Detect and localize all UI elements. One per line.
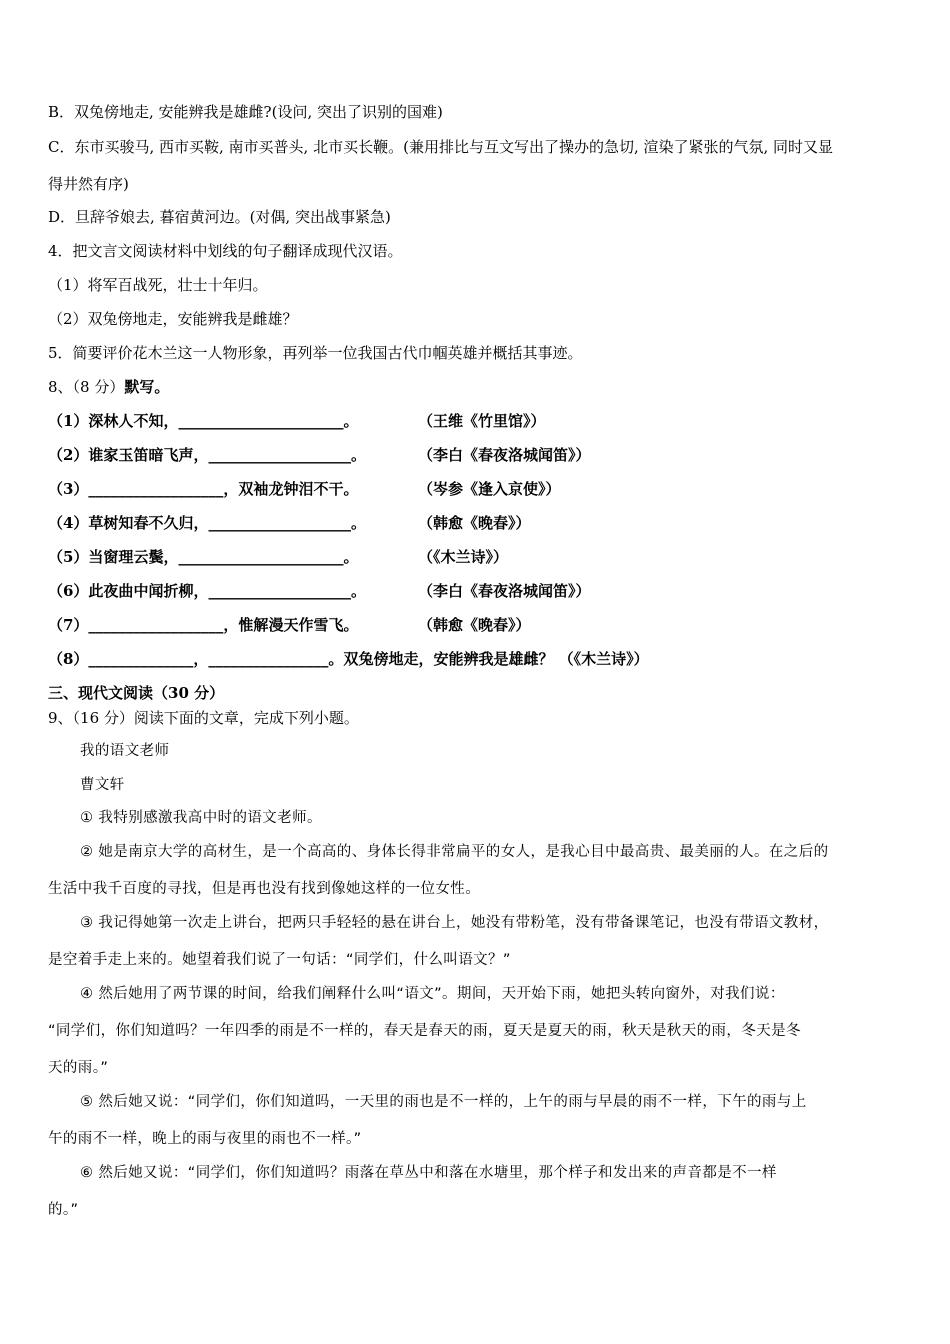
paragraph-4-line-1: ④ 然后她用了两节课的时间，给我们阐释什么叫“语文”。期间，天开始下雨，她把头转向窗外，对我们说： bbox=[80, 986, 785, 1002]
dictation-source-1: （王维《竹里馆》） bbox=[418, 412, 546, 430]
paragraph-2-line-2: 生活中我千百度的寻找，但是再也没有找到像她这样的一位女性。 bbox=[48, 881, 481, 897]
dictation-line-2: （2）谁家玉笛暗飞声，___________________。 bbox=[48, 446, 366, 464]
paragraph-4-line-2: “同学们，你们知道吗？一年四季的雨是不一样的，春天是春天的雨，夏天是夏天的雨，秋天是秋天的雨，冬天是冬 bbox=[48, 1023, 801, 1039]
dictation-line-8: （8）______________，________________。双兔傍地走，安能辨我是雄雌？ （《木兰诗》） bbox=[48, 650, 649, 668]
option-b: B．双兔傍地走, 安能辨我是雄雌?(设问, 突出了识别的国难) bbox=[48, 103, 443, 121]
article-author: 曹文轩 bbox=[80, 777, 125, 793]
option-c-line2: 得井然有序) bbox=[48, 175, 129, 193]
paragraph-6-line-2: 的。” bbox=[48, 1202, 79, 1218]
dictation-source-5: （《木兰诗》） bbox=[418, 548, 509, 566]
paragraph-6-line-1: ⑥ 然后她又说：“同学们，你们知道吗？雨落在草丛中和落在水塘里，那个样子和发出来的声音都是不一样 bbox=[80, 1165, 777, 1181]
dictation-line-1: （1）深林人不知，______________________。 bbox=[48, 412, 359, 430]
paragraph-3-line-2: 是空着手走上来的。她望着我们说了一句话：“同学们，什么叫语文？” bbox=[48, 952, 511, 968]
dictation-line-6: （6）此夜曲中闻折柳，___________________。 bbox=[48, 582, 366, 600]
paragraph-5-line-2: 午的雨不一样，晚上的雨与夜里的雨也不一样。” bbox=[48, 1131, 362, 1147]
paragraph-2-line-1: ② 她是南京大学的高材生，是一个高高的、身体长得非常扁平的女人，是我心目中最高贵、最美丽的人。在之后的 bbox=[80, 844, 829, 860]
dictation-source-4: （韩愈《晚春》） bbox=[418, 514, 531, 532]
dictation-source-6: （李白《春夜洛城闻笛》） bbox=[418, 582, 591, 600]
option-d: D．旦辞爷娘去, 暮宿黄河边。(对偶, 突出战事紧急) bbox=[48, 208, 391, 226]
question-9-heading: 9、（16 分）阅读下面的文章，完成下列小题。 bbox=[48, 709, 359, 727]
paragraph-5-line-1: ⑤ 然后她又说：“同学们，你们知道吗，一天里的雨也是不一样的，上午的雨与早晨的雨不一样，下午的雨与上 bbox=[80, 1094, 807, 1110]
question-4-sentence-1: （1）将军百战死，壮士十年归。 bbox=[48, 276, 268, 294]
paragraph-3-line-1: ③ 我记得她第一次走上讲台，把两只手轻轻的悬在讲台上，她没有带粉笔，没有带备课笔记，也没有带语文教材， bbox=[80, 915, 829, 931]
question-8-heading bbox=[48, 377, 169, 397]
paragraph-1: ① 我特别感激我高中时的语文老师。 bbox=[80, 810, 322, 826]
dictation-source-3: （岑参《逢入京使》） bbox=[418, 480, 561, 498]
question-8-number: 8、（8 分） bbox=[48, 378, 125, 396]
paragraph-4-line-3: 天的雨。” bbox=[48, 1060, 109, 1076]
section-3-heading: 三、现代文阅读（30 分） bbox=[48, 684, 225, 702]
dictation-line-5: （5）当窗理云鬓，______________________。 bbox=[48, 548, 359, 566]
question-5: 5．简要评价花木兰这一人物形象，再列举一位我国古代巾帼英雄并概括其事迹。 bbox=[48, 344, 583, 362]
option-c-line1: C．东市买骏马, 西市买鞍, 南市买普头, 北市买长鞭。(兼用排比与互文写出了操办的急切, 渲染了紧张的气氛, 同时又显 bbox=[48, 138, 834, 156]
dictation-line-4: （4）草树知春不久归，___________________。 bbox=[48, 514, 366, 532]
dictation-line-3: （3）__________________，双袖龙钟泪不干。 bbox=[48, 480, 359, 498]
question-4: 4．把文言文阅读材料中划线的句子翻译成现代汉语。 bbox=[48, 242, 403, 260]
dictation-source-2: （李白《春夜洛城闻笛》） bbox=[418, 446, 591, 464]
question-4-sentence-2: （2）双兔傍地走，安能辨我是雌雄？ bbox=[48, 310, 298, 328]
article-title: 我的语文老师 bbox=[80, 743, 170, 759]
dictation-line-7: （7）__________________，惟解漫天作雪飞。 bbox=[48, 616, 359, 634]
question-8-title: 默写。 bbox=[124, 378, 170, 396]
dictation-source-7: （韩愈《晚春》） bbox=[418, 616, 531, 634]
